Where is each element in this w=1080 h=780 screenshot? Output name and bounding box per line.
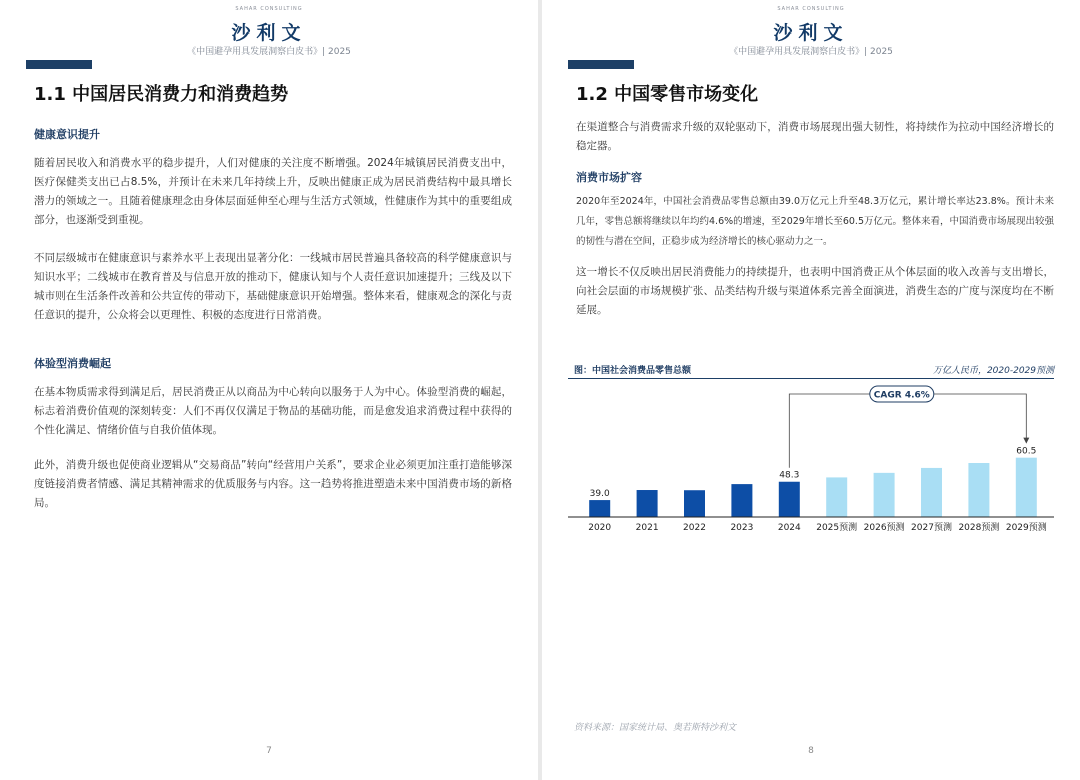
x-tick-label: 2029预测 [1005, 523, 1047, 533]
page-right [542, 0, 1080, 780]
x-tick-label: 2021 [635, 523, 659, 533]
bar-2024 [779, 482, 800, 517]
x-tick-label: 2024 [777, 523, 801, 533]
paragraph: 在基本物质需求得到满足后，居民消费正从以商品为中心转向以服务于人为中心。体验型消费的崛起，标志着消费价值观的深刻转变：人们不再仅仅满足于物品的基础功能，而是愈发追求消费过程中获得的个性化满足、情绪价值与自我价值体现。 [34, 386, 512, 436]
bar-value-label: 48.3 [779, 470, 800, 481]
page-left [0, 0, 538, 780]
paragraph: 不同层级城市在健康意识与素养水平上表现出显著分化：一线城市居民普遍具备较高的科学健康意识与知识水平；二线城市在教育普及与信息开放的推动下，健康认知与个人责任意识加速提升；三线及以下城市则在生活条件改善和公共宣传的带动下，基础健康意识开始增强。整体来看，健康观念的深化与责任意识的提升，公众将会以更理性、积极的态度进行日常消费。 [34, 252, 512, 321]
section-title: 1.1 中国居民消费力和消费趋势 [34, 84, 289, 105]
cagr-arrowhead [1023, 438, 1029, 444]
x-tick-label: 2026预测 [863, 523, 905, 533]
bar-2025预测 [826, 477, 847, 517]
report-subtitle: 《中国避孕用具发展洞察白皮书》| 2025 [729, 47, 893, 57]
cagr-bracket [789, 394, 1026, 468]
subheading-experience: 体验型消费崛起 [34, 357, 111, 370]
brand-tagline: SAHAR CONSULTING [777, 6, 845, 12]
subheading-health: 健康意识提升 [34, 128, 100, 141]
chart-divider [568, 378, 1054, 379]
bar-2023 [731, 484, 752, 517]
accent-bar [26, 60, 92, 69]
x-tick-label: 2028预测 [958, 523, 1000, 533]
report-subtitle: 《中国避孕用具发展洞察白皮书》| 2025 [187, 47, 351, 57]
paragraph: 随着居民收入和消费水平的稳步提升，人们对健康的关注度不断增强。2024年城镇居民消费支出中，医疗保健类支出已占8.5%，并预计在未来几年持续上升，反映出健康正成为居民消费结构中最具增长潜力的领域之一。且随着健康理念由身体层面延伸至心理与生活方式领域，性健康作为其中的重要组成部分，也逐渐受到重视。 [34, 157, 512, 226]
x-tick-label: 2023 [730, 523, 754, 533]
intro-paragraph: 在渠道整合与消费需求升级的双轮驱动下，消费市场展现出强大韧性，将持续作为拉动中国经济增长的稳定器。 [576, 121, 1054, 152]
paragraph: 2020年至2024年，中国社会消费品零售总额由39.0万亿元上升至48.3万亿元，累计增长率达23.8%。预计未来几年，零售总额将继续以年均约4.6%的增速，至2029年增长至60.5万亿元。整体来看，中国消费市场展现出较强的韧性与潜在空间，正稳步成为经济增长的核心驱动力之一。 [576, 196, 1054, 247]
brand-tagline: SAHAR CONSULTING [235, 6, 303, 12]
bar-2020 [589, 500, 610, 517]
bar-2022 [684, 490, 705, 517]
bar-2029预测 [1016, 458, 1037, 517]
paragraph: 这一增长不仅反映出居民消费能力的持续提升，也表明中国消费正从个体层面的收入改善与支出增长，向社会层面的市场规模扩张、品类结构升级与渠道体系完善全面演进，消费生态的广度与深度均在不断延展。 [576, 266, 1054, 316]
chart-caption: 图：中国社会消费品零售总额 [574, 366, 692, 376]
source-note: 资料来源：国家统计局、奥若斯特沙利文 [574, 723, 737, 733]
bar-2026预测 [874, 473, 895, 517]
section-title: 1.2 中国零售市场变化 [576, 84, 759, 105]
paragraph: 此外，消费升级也促使商业逻辑从“交易商品”转向“经营用户关系”，要求企业必须更加注重打造能够深度链接消费者情感、满足其精神需求的优质服务与内容。这一趋势将推进塑造未来中国消费市场的新格局。 [34, 459, 512, 509]
brand-logo: 沙利文 [231, 22, 307, 44]
cagr-label: CAGR 4.6% [873, 390, 930, 401]
page-number: 7 [266, 746, 272, 756]
bar-2027预测 [921, 468, 942, 517]
bar-2021 [637, 490, 658, 517]
x-tick-label: 2022 [683, 523, 706, 533]
bar-2028预测 [968, 463, 989, 517]
page-number: 8 [808, 746, 814, 756]
subheading-market: 消费市场扩容 [576, 171, 642, 184]
bar-value-label: 39.0 [589, 489, 610, 500]
x-tick-label: 2020 [588, 523, 612, 533]
x-tick-label: 2027预测 [911, 523, 952, 533]
accent-bar [568, 60, 634, 69]
bar-value-label: 60.5 [1016, 446, 1037, 457]
x-tick-label: 2025预测 [816, 523, 858, 533]
retail-sales-bar-chart [568, 380, 1058, 540]
brand-logo: 沙利文 [773, 22, 849, 44]
chart-unit: 万亿人民币，2020-2029预测 [932, 366, 1054, 376]
